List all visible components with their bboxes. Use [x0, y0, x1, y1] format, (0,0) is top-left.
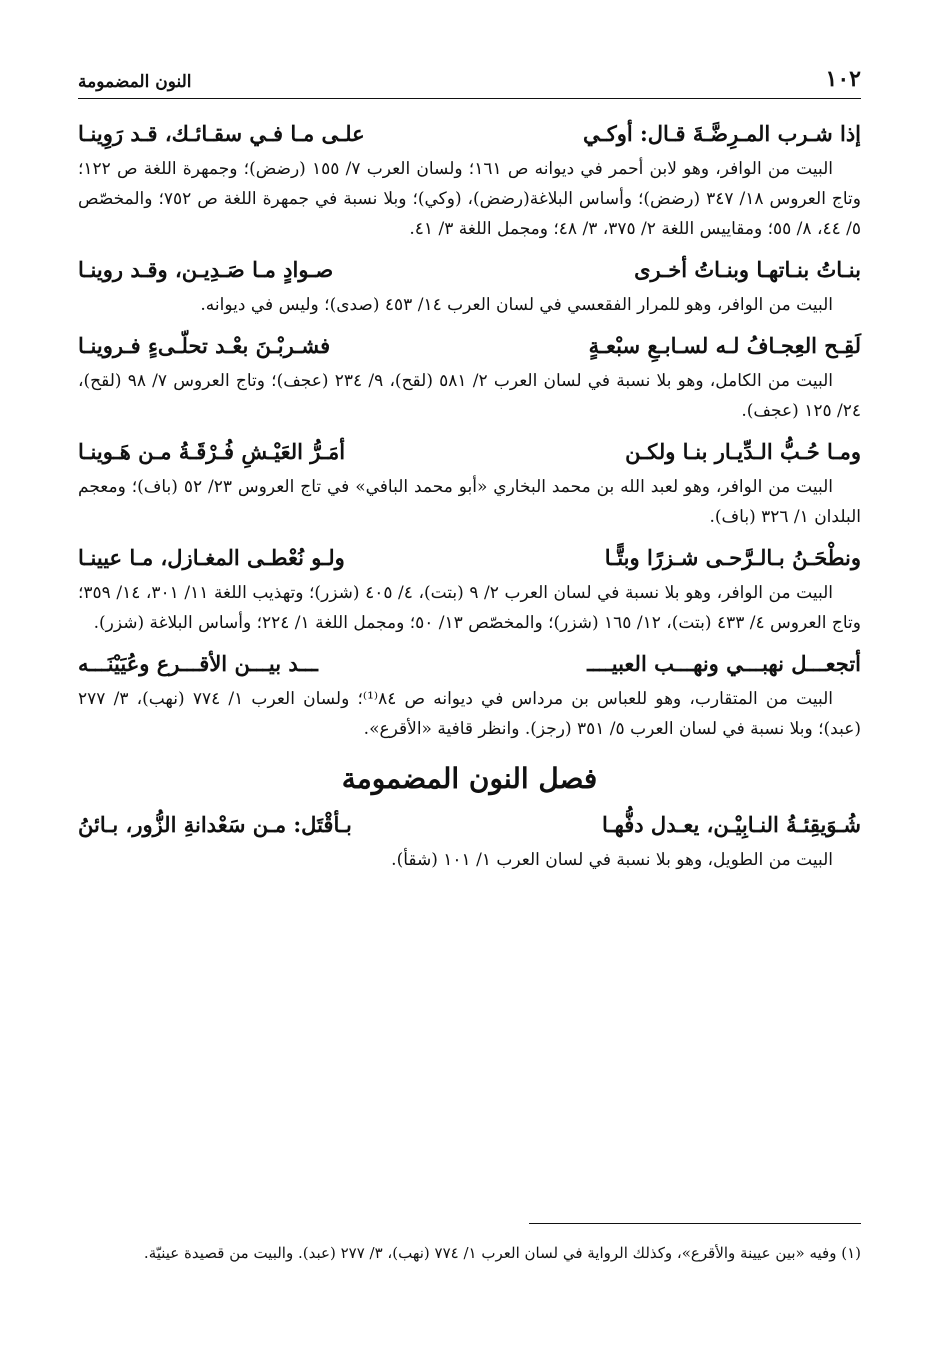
verse-second-hemistich: ـــد بيـــن الأقـــرع وعُيَيْنَـــه	[78, 651, 318, 676]
verse-annotation: البيت من الوافر، وهو لعبد الله بن محمد البخاري «أبو محمد البافي» في تاج العروس ٢٣/ ٥٢ (باف)؛ ومعجم البلدان ١/ ٣٢٦ (باف).	[78, 477, 861, 527]
verse-line	[78, 114, 861, 154]
footnote-divider	[529, 1223, 861, 1224]
verse-line	[78, 805, 861, 845]
verse-line	[78, 644, 861, 684]
verse-line	[78, 250, 861, 290]
verse-line	[78, 538, 861, 578]
verse-annotation: البيت من الوافر، وهو للمرار الفقعسي في لسان العرب ١٤/ ٤٥٣ (صدى)؛ وليس في ديوانه.	[200, 295, 833, 315]
verse-line	[78, 326, 861, 366]
verse-second-hemistich: فشـربْـنَ بعْـد تحلّـىءٍ فـروينـا	[78, 333, 331, 358]
section-heading: فصل النون المضمومة	[341, 762, 598, 795]
footnote: (١) وفيه «بين عيينة والأقرع»، وكذلك الرواية في لسان العرب ١/ ٧٧٤ (نهب)، ٣/ ٢٧٧ (عبد). والبيت من قصيدة عينيّة.	[143, 1244, 861, 1262]
verse-line	[78, 432, 861, 472]
verse-annotation: البيت من الكامل، وهو بلا نسبة في لسان العرب ٢/ ٥٨١ (لقح)، ٩/ ٢٣٤ (عجف)؛ وتاج العروس ٧/ ٩٨ (لقح)، ٢٤/ ١٢٥ (عجف).	[78, 371, 861, 421]
verse-annotation: البيت من الوافر، وهو لابن أحمر في ديوانه ص ١٦١؛ ولسان العرب ٧/ ١٥٥ (رضض)؛ وجمهرة اللغة ص ١٢٢؛ وتاج العروس ١٨/ ٣٤٧ (رضض)؛ وأساس البلاغة(رضض)، (وكي)؛ وبلا نسبة في جمهرة اللغة ص ٧٥٢؛ والمخصّص ٥/ ٤٤، ٨/ ٥٥؛ ومقاييس اللغة ٢/ ٣٧٥، ٣/ ٤٨؛ ومجمل اللغة ٣/ ٤١.	[78, 159, 861, 239]
header-title: النون المضمومة	[78, 72, 192, 92]
verse-first-hemistich: ونطْحَـنُ بـالـرَّحـى شـزرًا وبتًّـا	[604, 545, 861, 570]
verse-first-hemistich: لَقِـح العِجـافُ لـه لسـابـعِ سبْعـةٍ	[588, 333, 861, 358]
verse-annotation: البيت من المتقارب، وهو للعباس بن مرداس في ديوانه ص ٨٤⁽¹⁾؛ ولسان العرب ١/ ٧٧٤ (نهب)، ٣/ ٢٧٧ (عبد)؛ وبلا نسبة في لسان العرب ٥/ ٣٥١ (رجز). وانظر قافية «الأقرع».	[78, 689, 861, 739]
verse-second-hemistich: علـى مـا فـي سقـائـك، قـد رَوِينـا	[78, 121, 365, 146]
verse-annotation: البيت من الطويل، وهو بلا نسبة في لسان العرب ١/ ١٠١ (شقأ).	[391, 850, 833, 870]
verse-first-hemistich: بنـاتُ بنـاتهـا وبنـاتُ أخـرى	[634, 257, 861, 282]
running-head	[78, 58, 861, 99]
verse-second-hemistich: صـوادٍ مـا صَـدِيـن، وقـد روينـا	[78, 257, 334, 282]
verse-second-hemistich: ولـو نُعْطـى المغـازل، مـا عيينـا	[78, 545, 345, 570]
verse-first-hemistich: أتجعـــل نهبـــي ونهـــب العبيــــ	[587, 651, 861, 676]
verse-second-hemistich: بـأقْتَل: مـن سَعْدانةِ الزُّور، بـائنُ	[78, 812, 352, 837]
page-number: ١٠٢	[825, 66, 861, 92]
verse-second-hemistich: أمَـرُّ العَيْـشِ فُـرْقَـةُ مـن هَـوينـا	[78, 439, 346, 464]
verse-first-hemistich: إذا شـرب المـرِضَّـةَ قـال: أوكـي	[583, 121, 861, 146]
verse-annotation: البيت من الوافر، وهو بلا نسبة في لسان العرب ٢/ ٩ (بتت)، ٤/ ٤٠٥ (شزر)؛ وتهذيب اللغة ١١/ ٣٠١، ١٤/ ٣٥٩؛ وتاج العروس ٤/ ٤٣٣ (بتت)، ١٢/ ١٦٥ (شزر)؛ والمخصّص ١٣/ ٥٠؛ ومجمل اللغة ١/ ٢٢٤؛ وأساس البلاغة (شزر).	[78, 583, 861, 633]
page-content	[78, 108, 861, 881]
verse-first-hemistich: شُـوَيقِئـةُ النـابِيْـن، يعـدل دفُّهـا	[602, 812, 861, 837]
verse-first-hemistich: ومـا حُـبُّ الـدِّيـار بنـا ولكـن	[625, 439, 861, 464]
